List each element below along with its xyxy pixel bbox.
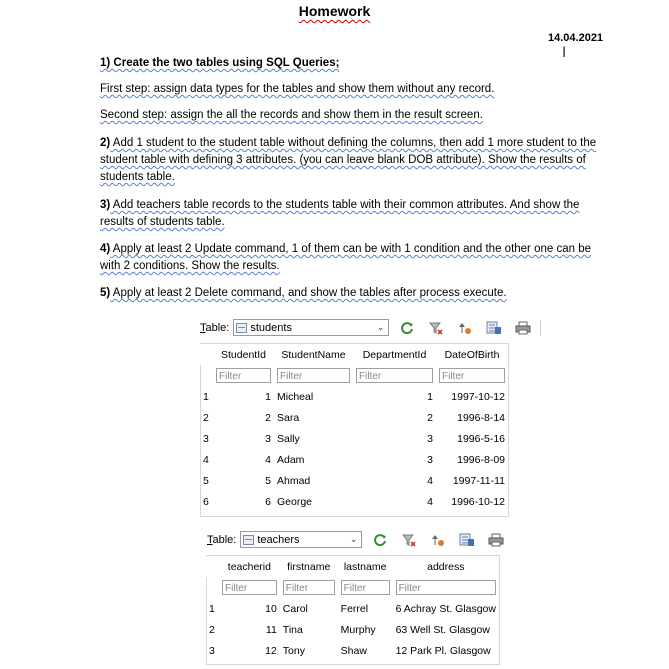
column-header[interactable]: firstname (280, 556, 338, 577)
task-1: 1) Create the two tables using SQL Queries; (100, 57, 340, 69)
table-row[interactable]: 2 11 Tina Murphy 63 Well St. Glasgow (209, 623, 490, 636)
table-select[interactable] (233, 319, 389, 336)
refresh-icon[interactable] (372, 532, 388, 548)
chevron-down-icon: ⌄ (349, 534, 358, 544)
print-icon[interactable] (488, 532, 504, 548)
teachers-toolbar (207, 531, 517, 548)
table-row[interactable]: 6 6 George 4 1996-10-12 (203, 495, 505, 508)
text-cursor-icon: I (562, 45, 567, 61)
column-header[interactable]: DepartmentId (353, 344, 436, 365)
students-toolbar (200, 319, 550, 336)
column-header[interactable]: StudentId (213, 344, 274, 365)
column-header[interactable]: lastname (338, 556, 393, 577)
chevron-down-icon: ⌄ (376, 322, 385, 332)
table-select-value: students (250, 321, 292, 334)
first-step: First step: assign data types for the tables and show them without any record. (100, 83, 495, 95)
task-4: 4) Apply at least 2 Update command, 1 of them can be with 1 condition and the other one can be with 2 conditions. Show the results. (100, 243, 591, 272)
column-header[interactable]: teacherid (219, 556, 280, 577)
task-3: 3) Add teachers table records to the students table with their common attributes. And show the results of students table. (100, 199, 580, 228)
filter-input[interactable]: Filter (439, 368, 505, 383)
second-step: Second step: assign the all the records and show them in the result screen. (100, 109, 483, 121)
sort-icon[interactable] (457, 320, 473, 336)
save-table-icon[interactable] (459, 532, 475, 548)
column-header[interactable]: DateOfBirth (436, 344, 508, 365)
table-icon (236, 323, 247, 333)
filter-input[interactable]: Filter (216, 368, 271, 383)
doc-title: Homework (298, 3, 371, 19)
doc-date: 14.04.2021 (548, 32, 604, 44)
table-row[interactable]: 3 12 Tony Shaw 12 Park Pl. Glasgow (209, 644, 491, 657)
table-row[interactable]: 1 1 Micheal 1 1997-10-12 (203, 390, 505, 403)
filter-input[interactable]: Filter (277, 368, 350, 383)
column-header[interactable]: StudentName (274, 344, 353, 365)
table-row[interactable]: 2 2 Sara 2 1996-8-14 (203, 411, 505, 424)
students-grid (200, 344, 508, 512)
table-icon (243, 535, 254, 545)
save-table-icon[interactable] (486, 320, 502, 336)
filter-input[interactable]: Filter (222, 580, 277, 595)
table-label: Table: (207, 533, 237, 546)
table-row[interactable]: 1 10 Carol Ferrel 6 Achray St. Glasgow (209, 602, 496, 615)
teachers-grid (206, 556, 499, 661)
column-header[interactable]: address (393, 556, 499, 577)
table-select[interactable] (240, 531, 362, 548)
print-icon[interactable] (515, 320, 531, 336)
clear-filters-icon[interactable] (428, 320, 444, 336)
task-2: 2) Add 1 student to the student table without defining the columns, then add 1 more student to the student table with defining 3 attributes. (you can leave blank DOB attribute). Show the results of students table. (100, 137, 597, 183)
filter-input[interactable]: Filter (356, 368, 433, 383)
table-select-value: teachers (257, 533, 300, 546)
table-row[interactable]: 4 4 Adam 3 1996-8-09 (203, 453, 505, 466)
filter-input[interactable]: Filter (341, 580, 390, 595)
table-row[interactable]: 5 5 Ahmad 4 1997-11-11 (203, 474, 505, 487)
filter-input[interactable]: Filter (396, 580, 496, 595)
task-5: 5) Apply at least 2 Delete command, and show the tables after process execute. (100, 287, 507, 299)
table-label: Table: (200, 321, 230, 334)
toolbar-divider (540, 320, 541, 336)
table-row[interactable]: 3 3 Sally 3 1996-5-16 (203, 432, 505, 445)
filter-input[interactable]: Filter (283, 580, 335, 595)
refresh-icon[interactable] (399, 320, 415, 336)
clear-filters-icon[interactable] (401, 532, 417, 548)
sort-icon[interactable] (430, 532, 446, 548)
